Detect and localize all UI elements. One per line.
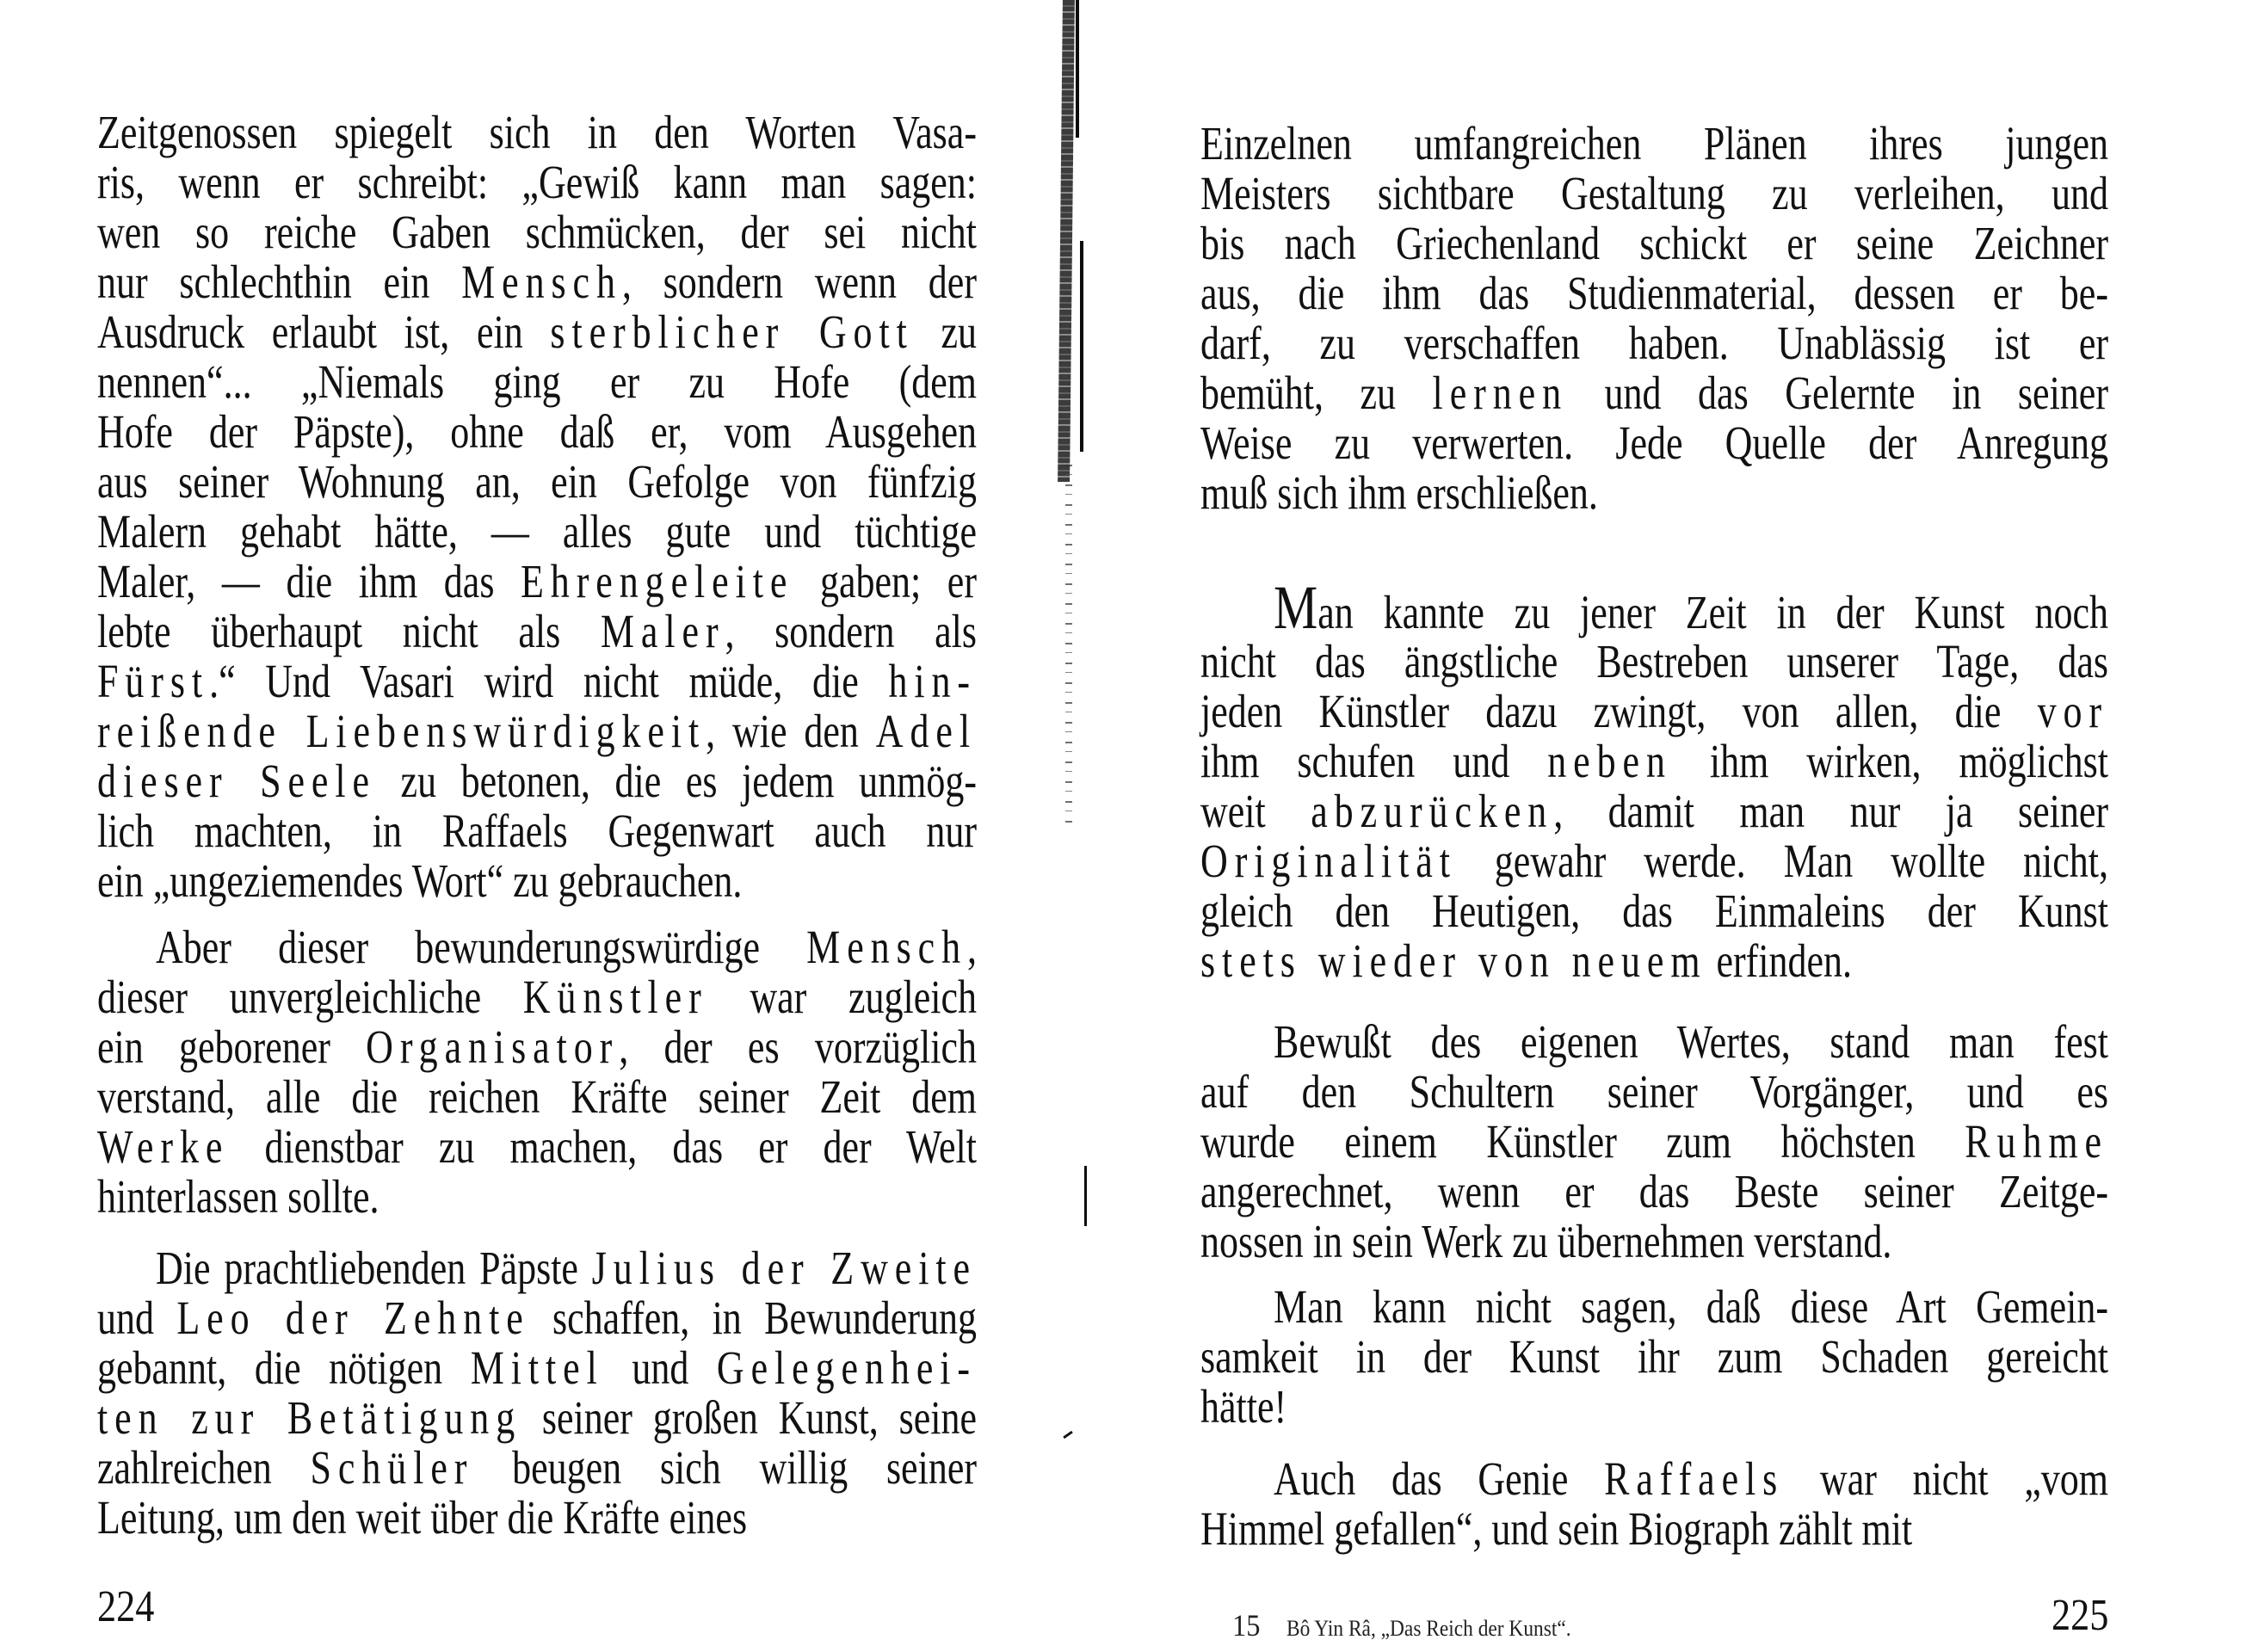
text-line xyxy=(1200,686,2108,737)
line-text xyxy=(1274,1281,2108,1333)
spaced-emphasis: ten zur Betätigung xyxy=(97,1391,522,1444)
text-segment: gaben; er xyxy=(793,555,977,607)
line-text xyxy=(1200,736,2108,787)
line-text xyxy=(97,606,977,657)
spaced-emphasis: Fürst xyxy=(97,655,210,707)
text-segment: nicht das ängstliche Bestreben unserer Tage, das xyxy=(1200,635,2108,687)
drop-cap: M xyxy=(1274,573,1318,642)
spaced-emphasis: dieser Seele xyxy=(97,755,376,807)
line-text xyxy=(1200,1166,2108,1217)
spaced-emphasis: Ehrengeleite xyxy=(521,555,794,607)
text-segment: erfinden. xyxy=(1706,934,1853,987)
line-text xyxy=(1200,417,2108,469)
text-line xyxy=(1274,1453,2108,1505)
line-text xyxy=(1200,168,2108,219)
text-segment: Man kann nicht sagen, daß diese Art Gemein- xyxy=(1274,1280,2108,1333)
text-line xyxy=(1200,835,2108,887)
spaced-emphasis: Schüler xyxy=(310,1441,474,1494)
spaced-emphasis: vor xyxy=(2037,685,2108,737)
gutter-line xyxy=(1080,241,1083,452)
text-line xyxy=(97,805,977,857)
line-text xyxy=(1200,1116,2108,1168)
text-segment: wurde einem Künstler zum höchsten xyxy=(1200,1115,1965,1168)
spaced-emphasis: Raffaels xyxy=(1604,1452,1785,1505)
text-line xyxy=(97,256,977,308)
text-line xyxy=(97,306,977,358)
text-segment: , xyxy=(967,921,977,973)
line-text xyxy=(97,256,977,308)
text-segment: Himmel gefallen“, und sein Biograph zählt mit xyxy=(1200,1502,1913,1555)
text-line xyxy=(1200,467,2108,519)
text-segment: Einzelnen umfangreichen Plänen ihres jungen xyxy=(1200,117,2108,170)
text-segment: und xyxy=(97,1291,177,1344)
text-segment: gewahr werde. Man wollte nicht, xyxy=(1456,835,2108,887)
text-segment: muß sich ihm erschließen. xyxy=(1200,466,1598,519)
text-line xyxy=(97,1071,977,1123)
spaced-emphasis: reißende Liebenswürdigkeit xyxy=(97,705,707,757)
text-segment: angerechnet, wenn er das Beste seiner Zeitge- xyxy=(1200,1165,2108,1217)
line-text xyxy=(1200,935,2108,987)
text-line xyxy=(97,755,977,807)
text-segment: , wie den xyxy=(706,705,876,757)
line-text xyxy=(97,306,977,358)
line-text xyxy=(97,556,977,607)
spaced-emphasis: neben xyxy=(1547,735,1672,787)
text-segment: hinterlassen sollte. xyxy=(97,1170,379,1223)
text-line xyxy=(97,606,977,657)
text-segment: Malern gehabt hätte, — alles gute und tüchtige xyxy=(97,505,977,558)
text-line xyxy=(1200,1166,2108,1217)
text-segment: Die prachtliebenden Päpste xyxy=(156,1242,592,1294)
line-text xyxy=(97,855,977,907)
text-line xyxy=(1200,417,2108,469)
text-segment: .“ Und Vasari wird nicht müde, die xyxy=(209,655,889,707)
text-segment: verstand, alle die reichen Kräfte seiner Zeit dem xyxy=(97,1070,977,1123)
text-segment: zahlreichen xyxy=(97,1441,311,1494)
text-line xyxy=(1200,636,2108,687)
line-text xyxy=(97,356,977,408)
text-line xyxy=(97,1392,977,1444)
text-segment: bemüht, zu xyxy=(1200,367,1433,419)
line-text xyxy=(97,406,977,458)
text-segment: zu betonen, die es jedem unmög- xyxy=(375,755,977,807)
text-line xyxy=(1200,786,2108,837)
line-text xyxy=(1200,1216,2108,1267)
text-segment: darf, zu verschaffen haben. Unablässig ist er xyxy=(1200,317,2108,369)
text-segment: beugen sich willig seiner xyxy=(473,1441,977,1494)
text-segment: dienstbar zu machen, das er der Welt xyxy=(229,1120,977,1173)
text-segment: war nicht „vom xyxy=(1784,1452,2108,1505)
text-segment: ihm wirken, möglichst xyxy=(1671,735,2109,787)
text-line xyxy=(97,1442,977,1494)
line-text xyxy=(97,1292,977,1344)
text-line xyxy=(97,406,977,458)
text-segment: jeden Künstler dazu zwingt, von allen, die xyxy=(1200,685,2038,737)
signature-line xyxy=(1232,1608,1571,1643)
spaced-emphasis: Werke xyxy=(97,1120,230,1173)
line-text xyxy=(1200,1331,2108,1383)
line-text xyxy=(97,456,977,508)
spaced-emphasis: Künstler xyxy=(522,971,708,1023)
line-text xyxy=(1200,367,2108,419)
text-line xyxy=(1200,118,2108,170)
line-text xyxy=(97,506,977,558)
text-segment: war zugleich xyxy=(707,971,978,1023)
left-page xyxy=(0,0,1067,1652)
text-line xyxy=(97,971,977,1023)
line-text xyxy=(97,1342,977,1394)
text-line xyxy=(97,1342,977,1394)
text-segment: auf den Schultern seiner Vorgänger, und es xyxy=(1200,1065,2108,1118)
text-line xyxy=(97,356,977,408)
line-text xyxy=(97,157,977,208)
text-line xyxy=(1200,1503,2108,1555)
spaced-emphasis: lernen xyxy=(1432,367,1569,419)
text-line xyxy=(97,107,977,158)
text-segment: nossen in sein Werk zu übernehmen verstand. xyxy=(1200,1215,1892,1267)
gutter-line xyxy=(1076,0,1079,138)
signature-number: 15 xyxy=(1232,1608,1261,1643)
spaced-emphasis: Gelegenhei- xyxy=(716,1341,977,1394)
line-text xyxy=(97,1071,977,1123)
text-segment: Hofe der Päpste), ohne daß er, vom Ausgehen xyxy=(97,405,977,458)
line-text xyxy=(97,107,977,158)
text-line xyxy=(1200,1066,2108,1118)
line-text xyxy=(1200,1066,2108,1118)
text-line xyxy=(97,706,977,757)
page-number-right: 225 xyxy=(2052,1591,2109,1640)
text-segment: wen so reiche Gaben schmücken, der sei nicht xyxy=(97,206,977,258)
text-segment: lebte überhaupt nicht als xyxy=(97,605,601,657)
text-segment: gleich den Heutigen, das Einmaleins der Kunst xyxy=(1200,885,2108,937)
text-line xyxy=(1200,935,2108,987)
line-text xyxy=(97,1121,977,1173)
text-line xyxy=(1200,168,2108,219)
text-segment: , sondern als xyxy=(725,605,978,657)
line-text xyxy=(156,1242,977,1294)
text-line xyxy=(97,506,977,558)
text-segment: an kannte zu jener Zeit in der Kunst noch xyxy=(1317,586,2108,638)
text-line xyxy=(97,157,977,208)
text-segment: Maler, — die ihm das xyxy=(97,555,521,607)
spaced-emphasis: stets wieder von neuem xyxy=(1200,934,1707,987)
text-segment: , sondern wenn der xyxy=(621,256,977,308)
text-segment: und xyxy=(603,1341,717,1394)
spaced-emphasis: abzurücken xyxy=(1311,785,1554,837)
line-text xyxy=(156,922,977,973)
text-line xyxy=(97,1292,977,1344)
text-segment: ein „ungeziemendes Wort“ zu gebrauchen. xyxy=(97,854,743,907)
text-line xyxy=(1200,1381,2108,1433)
text-line xyxy=(97,1171,977,1223)
text-segment: Auch das Genie xyxy=(1274,1452,1605,1505)
text-line xyxy=(1200,1116,2108,1168)
text-line xyxy=(1200,317,2108,369)
line-text xyxy=(97,1442,977,1494)
text-segment: dieser unvergleichliche xyxy=(97,971,523,1023)
line-text xyxy=(1200,1503,2108,1555)
line-text xyxy=(97,805,977,857)
text-segment: und das Gelernte in seiner xyxy=(1568,367,2108,419)
text-segment: ris, wenn er schreibt: „Gewiß kann man sagen: xyxy=(97,156,977,208)
text-line xyxy=(97,855,977,907)
text-line xyxy=(97,556,977,607)
text-line xyxy=(1200,736,2108,787)
text-segment: Meisters sichtbare Gestaltung zu verleihen, und xyxy=(1200,167,2108,219)
text-segment: Zeitgenossen spiegelt sich in den Worten Vasa- xyxy=(97,106,977,158)
text-segment: Aber dieser bewunderungswürdige xyxy=(156,921,807,973)
line-text xyxy=(1200,835,2108,887)
spaced-emphasis: Organisator xyxy=(366,1020,620,1073)
line-text xyxy=(97,1171,977,1223)
line-text xyxy=(1200,686,2108,737)
line-text xyxy=(97,1392,977,1444)
text-segment: nur schlechthin ein xyxy=(97,256,462,308)
text-segment: hätte! xyxy=(1200,1380,1287,1433)
gutter-speckle xyxy=(1065,465,1072,826)
text-line xyxy=(1200,1331,2108,1383)
text-segment: nennen“... „Niemals ging er zu Hofe (dem xyxy=(97,355,977,408)
text-segment: zu xyxy=(913,305,977,358)
text-segment: lich machten, in Raffaels Gegenwart auch nur xyxy=(97,804,977,857)
text-segment: ein geborener xyxy=(97,1020,367,1073)
text-line xyxy=(97,456,977,508)
line-text xyxy=(97,1021,977,1073)
text-segment: , damit man nur ja seiner xyxy=(1553,785,2108,837)
text-segment: Weise zu verwerten. Jede Quelle der Anregung xyxy=(1200,416,2108,469)
spaced-emphasis: Mensch xyxy=(461,256,622,308)
text-line xyxy=(1274,1016,2108,1068)
line-text xyxy=(1200,1381,2108,1433)
line-text xyxy=(1200,218,2108,269)
text-line xyxy=(97,656,977,707)
line-text xyxy=(1274,1453,2108,1505)
text-line xyxy=(97,1021,977,1073)
text-segment: schaffen, in Bewunderung xyxy=(529,1291,977,1344)
text-segment: weit xyxy=(1200,785,1311,837)
text-segment: , der es vorzüglich xyxy=(619,1020,977,1073)
text-line xyxy=(1200,367,2108,419)
text-line xyxy=(1274,573,2108,642)
text-line xyxy=(97,1492,977,1544)
line-text xyxy=(1200,786,2108,837)
line-text xyxy=(1200,118,2108,170)
line-text xyxy=(97,1492,977,1544)
spaced-emphasis: Leo der Zehnte xyxy=(176,1291,530,1344)
spaced-emphasis: Adel xyxy=(875,705,978,757)
text-line xyxy=(156,922,977,973)
text-segment: seiner großen Kunst, seine xyxy=(521,1391,977,1444)
text-segment: Ausdruck erlaubt ist, ein xyxy=(97,305,551,358)
text-segment: Bewußt des eigenen Wertes, stand man fest xyxy=(1274,1015,2108,1068)
line-text xyxy=(1200,317,2108,369)
text-line xyxy=(1274,1281,2108,1333)
text-line xyxy=(97,206,977,258)
line-text xyxy=(1200,636,2108,687)
spaced-emphasis: Mittel xyxy=(470,1341,604,1394)
spaced-emphasis: Mensch xyxy=(806,921,967,973)
line-text xyxy=(1274,1016,2108,1068)
line-text xyxy=(1200,268,2108,319)
text-line xyxy=(1200,218,2108,269)
text-line xyxy=(97,1121,977,1173)
text-line xyxy=(1200,885,2108,937)
text-line xyxy=(1200,1216,2108,1267)
text-line xyxy=(1200,268,2108,319)
text-segment: ihm schufen und xyxy=(1200,735,1548,787)
page-number-left: 224 xyxy=(97,1582,155,1631)
text-line xyxy=(156,1242,977,1294)
text-segment: aus, die ihm das Studienmaterial, dessen er be- xyxy=(1200,267,2108,319)
line-text xyxy=(97,755,977,807)
text-segment: aus seiner Wohnung an, ein Gefolge von fünfzig xyxy=(97,455,977,508)
spaced-emphasis: sterblicher Gott xyxy=(550,305,914,358)
spaced-emphasis: hin- xyxy=(888,655,977,707)
text-segment: samkeit in der Kunst ihr zum Schaden gereicht xyxy=(1200,1330,2108,1383)
line-text xyxy=(1200,467,2108,519)
spaced-emphasis: Originalität xyxy=(1200,835,1457,887)
text-segment: bis nach Griechenland schickt er seine Zeichner xyxy=(1200,217,2108,269)
line-text xyxy=(1200,885,2108,937)
line-text xyxy=(1274,573,2108,642)
line-text xyxy=(97,706,977,757)
text-segment: gebannt, die nötigen xyxy=(97,1341,471,1394)
text-segment: Leitung, um den weit über die Kräfte eines xyxy=(97,1491,748,1544)
line-text xyxy=(97,206,977,258)
right-page xyxy=(1086,0,2246,1652)
line-text xyxy=(97,971,977,1023)
line-text xyxy=(97,656,977,707)
spaced-emphasis: Maler xyxy=(600,605,725,657)
spaced-emphasis: Ruhme xyxy=(1965,1115,2108,1168)
signature-text: Bô Yin Râ, „Das Reich der Kunst“. xyxy=(1287,1616,1571,1641)
spaced-emphasis: Julius der Zweite xyxy=(591,1242,977,1294)
